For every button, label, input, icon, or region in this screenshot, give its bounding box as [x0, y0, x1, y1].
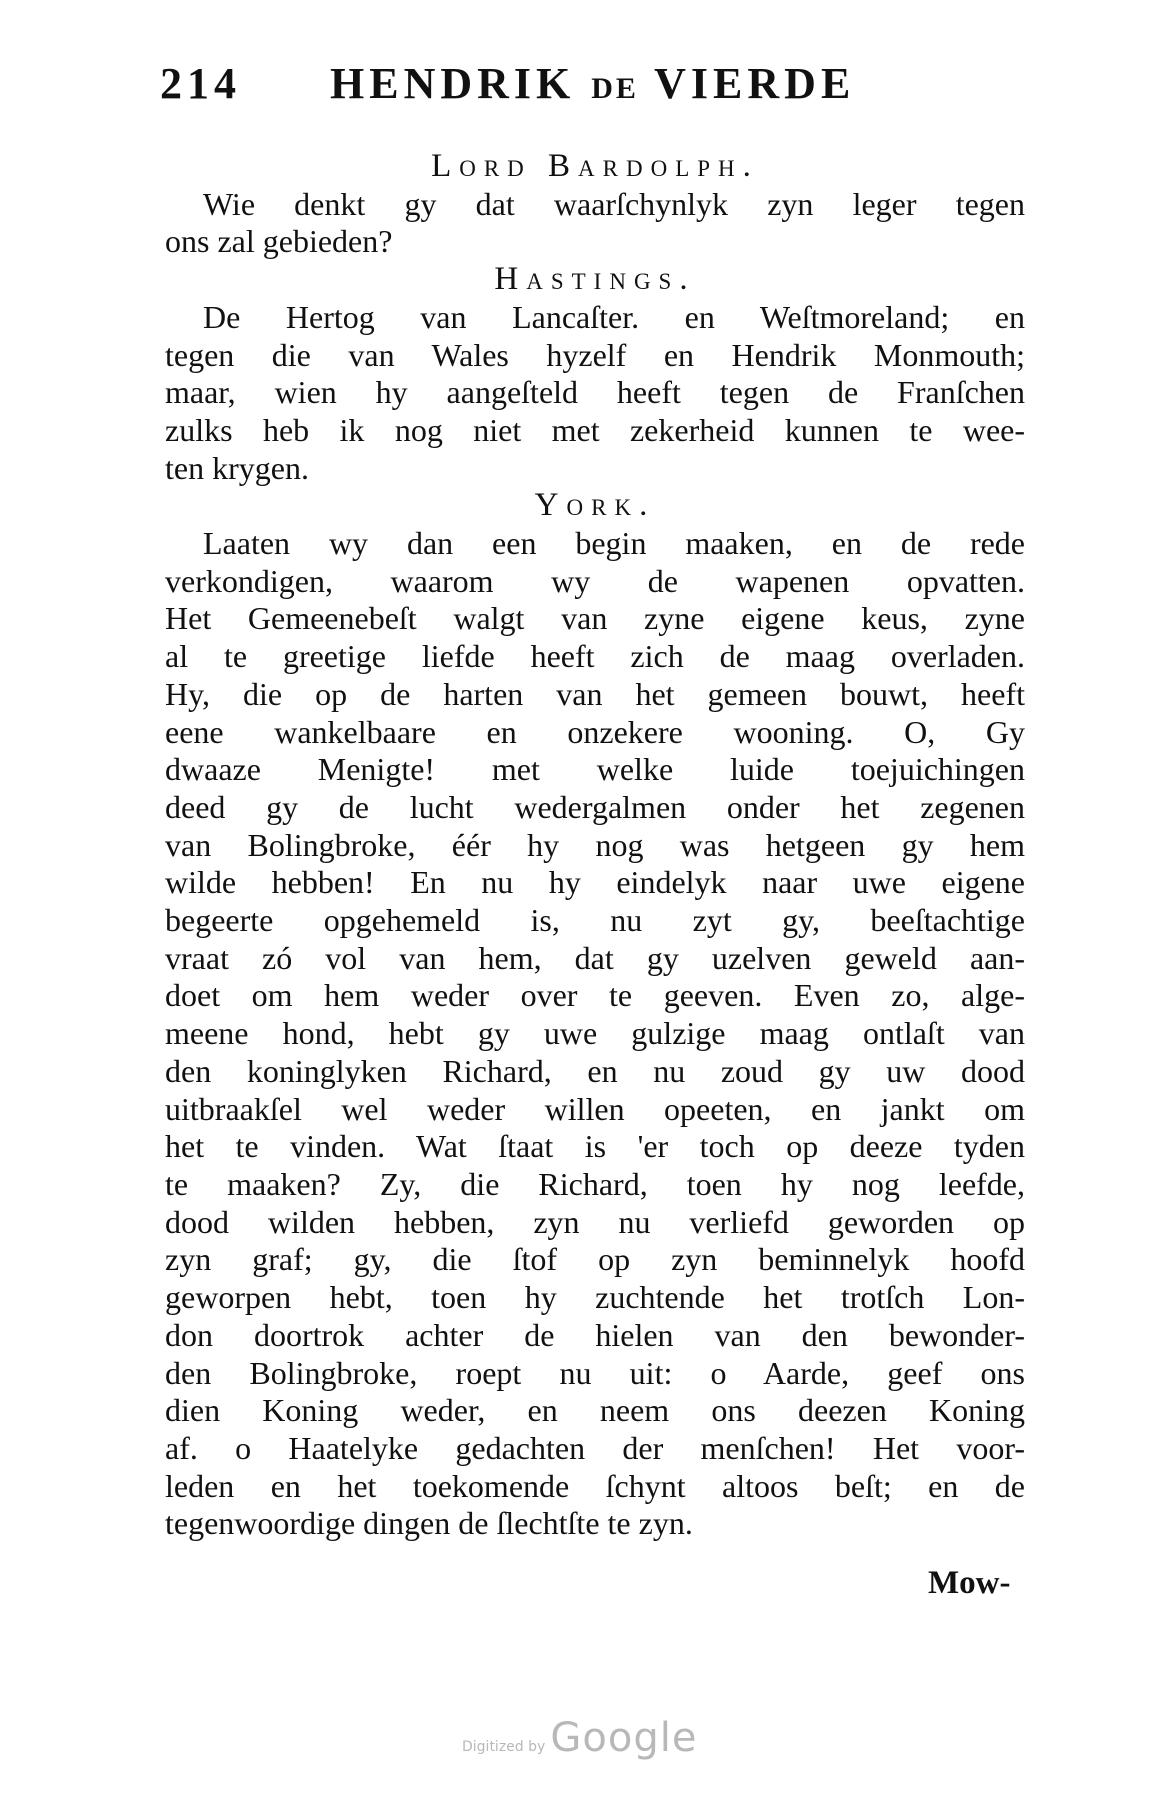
text-line: doet om hem weder over te geeven. Even zo, alge- — [165, 977, 1025, 1014]
text-line: ons zal gebieden? — [165, 223, 393, 260]
running-header — [160, 58, 990, 108]
page-number: 214 — [160, 59, 241, 108]
speech-hastings — [165, 261, 1025, 487]
speech-york — [165, 487, 1025, 1543]
text-line: het te vinden. Wat ſtaat is 'er toch op deeze tyden — [165, 1128, 1025, 1165]
text-line: tegenwoordige dingen de ſlechtſte te zyn. — [165, 1505, 693, 1542]
speaker-name: Hastings. — [494, 261, 696, 298]
text-line: dien Koning weder, en neem ons deezen Koning — [165, 1392, 1025, 1429]
text-line: dood wilden hebben, zyn nu verliefd geworden op — [165, 1203, 1025, 1240]
speech-bardolph — [165, 148, 1025, 261]
play-text — [165, 148, 1025, 1543]
speaker-name: Lord Bardolph. — [431, 148, 759, 184]
text-line: zulks heb ik nog niet met zekerheid kunnen te wee- — [165, 411, 1025, 448]
text-line: te maaken? Zy, die Richard, toen hy nog leefde, — [165, 1165, 1025, 1202]
digitization-watermark — [462, 1715, 697, 1761]
text-line: vraat zó vol van hem, dat gy uzelven geweld aan- — [165, 939, 1025, 976]
text-line: tegen die van Wales hyzelf en Hendrik Monmouth; — [165, 336, 1025, 373]
text-line: ten krygen. — [165, 449, 309, 486]
text-line: uitbraakſel wel weder willen opeeten, en jankt om — [165, 1090, 1025, 1127]
text-line: zyn graf; gy, die ſtof op zyn beminnelyk hoofd — [165, 1241, 1025, 1278]
text-line: den Bolingbroke, roept nu uit: o Aarde, geef ons — [165, 1354, 1025, 1391]
text-line: Het Gemeenebeſt walgt van zyne eigene keus, zyne — [165, 600, 1025, 637]
text-line: eene wankelbaare en onzekere wooning. O, Gy — [165, 713, 1025, 750]
text-line: dwaaze Menigte! met welke luide toejuichingen — [165, 751, 1025, 788]
text-line: Laaten wy dan een begin maaken, en de rede — [203, 525, 1025, 562]
text-line: maar, wien hy aangeſteld heeft tegen de Franſchen — [165, 374, 1025, 411]
text-line: af. o Haatelyke gedachten der menſchen! Het voor- — [165, 1429, 1025, 1466]
text-line: al te greetige liefde heeft zich de maag overladen. — [165, 638, 1025, 675]
speaker-name: York. — [534, 487, 656, 524]
running-title-part-2: DE — [591, 72, 639, 105]
text-line: wilde hebben! En nu hy eindelyk naar uwe eigene — [165, 864, 1025, 901]
text-line: geworpen hebt, toen hy zuchtende het trotſch Lon- — [165, 1279, 1025, 1316]
running-title-part-3: VIERDE — [654, 59, 856, 108]
text-line: verkondigen, waarom wy de wapenen opvatten. — [165, 562, 1025, 599]
watermark-prefix: Digitized by — [462, 1739, 546, 1755]
running-title — [330, 58, 855, 109]
text-line: begeerte opgehemeld is, nu zyt gy, beeſtachtige — [165, 902, 1025, 939]
text-line: deed gy de lucht wedergalmen onder het zegenen — [165, 788, 1025, 825]
text-line: Hy, die op de harten van het gemeen bouwt, heeft — [165, 675, 1025, 712]
text-line: don doortrok achter de hielen van den bewonder- — [165, 1316, 1025, 1353]
text-line: De Hertog van Lancaſter. en Weſtmoreland; en — [203, 298, 1025, 335]
text-line: van Bolingbroke, éér hy nog was hetgeen gy hem — [165, 826, 1025, 863]
catchword: Mow- — [928, 1565, 1011, 1601]
watermark-brand: Google — [550, 1715, 698, 1761]
text-line: meene hond, hebt gy uwe gulzige maag ontlaſt van — [165, 1015, 1025, 1052]
text-line: den koninglyken Richard, en nu zoud gy uw dood — [165, 1052, 1025, 1089]
running-title-part-1: HENDRIK — [330, 59, 576, 108]
text-line: Wie denkt gy dat waarſchynlyk zyn leger tegen — [203, 185, 1025, 222]
text-line: leden en het toekomende ſchynt altoos beſt; en de — [165, 1467, 1025, 1504]
